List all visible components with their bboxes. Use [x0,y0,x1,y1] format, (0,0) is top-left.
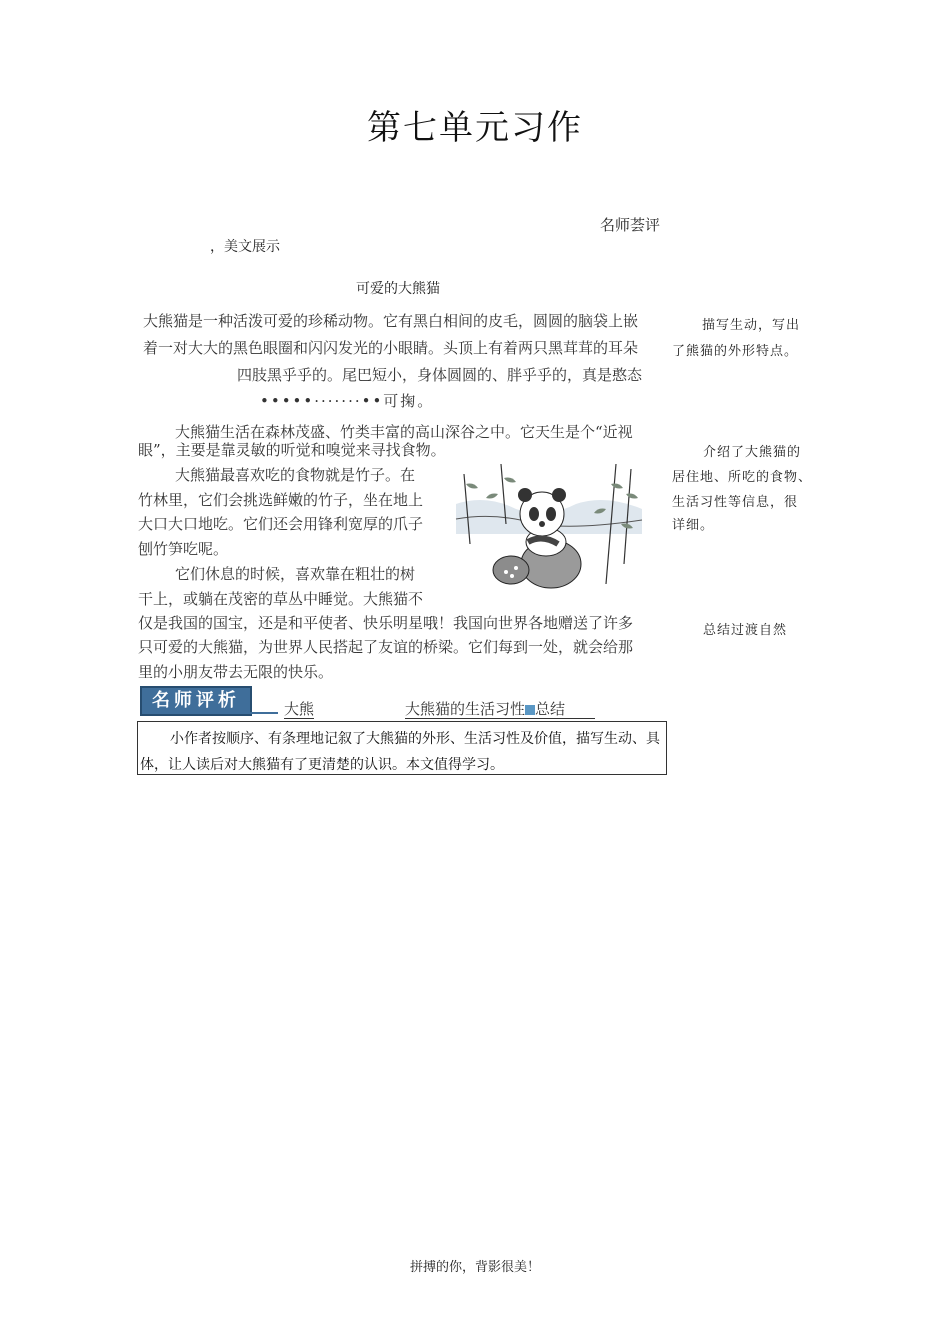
square-marker-icon [525,705,535,715]
side-note: 居住地、所吃的食物、 [672,470,813,485]
side-note: 介绍了大熊猫的 [703,445,802,460]
analysis-label [405,700,565,718]
badge-underline [248,712,278,714]
analysis-label-text: 大熊猫的生活习性 [405,700,526,718]
side-note: 描写生动，写出 [702,318,801,333]
analysis-label: 大熊 [284,700,315,718]
paragraph-line: 着一对大大的黑色眼圈和闪闪发光的小眼睛。头顶上有着两只黑茸茸的耳朵 [143,339,639,357]
analysis-label-text: 总结 [535,700,566,718]
side-note: 总结过渡自然 [703,623,788,638]
paragraph-line: 大口大口地吃。它们还会用锋利宽厚的爪子 [138,515,424,533]
paragraph-line: 大熊猫生活在森林茂盛、竹类丰富的高山深谷之中。它天生是个“近视 [175,423,633,441]
page-title: 第七单元习作 [367,108,583,148]
teacher-review-label: 名师荟评 [600,216,661,234]
paragraph-line: 大熊猫是一种活泼可爱的珍稀动物。它有黑白相间的皮毛，圆圆的脑袋上嵌 [143,312,639,330]
essay-display-label: ，美文展示 [210,239,280,255]
footer-text: 拼搏的你，背影很美！ [409,1260,540,1275]
paragraph-line: 四肢黑乎乎的。尾巴短小，身体圆圆的、胖乎乎的，真是憨态 [237,366,643,384]
paragraph-line: 大熊猫最喜欢吃的食物就是竹子。在 [175,466,416,484]
paragraph-line: 它们休息的时候，喜欢靠在粗壮的树 [175,565,416,583]
side-note: 详细。 [672,518,715,533]
paragraph-line: 仅是我国的国宝，还是和平使者、快乐明星哦！我国向世界各地赠送了许多 [138,614,634,632]
paragraph-line: 干上，或躺在茂密的草丛中睡觉。大熊猫不 [138,590,424,608]
paragraph-line: 眼”，主要是靠灵敏的听觉和嗅觉来寻找食物。 [138,441,446,459]
paragraph-line: 刨竹笋吃呢。 [138,540,229,558]
divider [405,718,595,719]
analysis-badge: 名师评析 [140,686,252,716]
essay-title: 可爱的大熊猫 [356,281,440,297]
side-note: 了熊猫的外形特点。 [672,344,799,359]
panda-illustration [456,464,642,594]
paragraph-line: 里的小朋友带去无限的快乐。 [138,663,334,681]
side-note: 生活习性等信息，很 [672,495,799,510]
paragraph-line: 只可爱的大熊猫，为世界人民搭起了友谊的桥梁。它们每到一处，就会给那 [138,638,634,656]
paragraph-line: •••••·······••可掬。 [260,392,435,410]
analysis-comment: 小作者按顺序、有条理地记叙了大熊猫的外形、生活习性及价值，描写生动、具体，让人读后对大熊猫有了更清楚的认识。本文值得学习。 [137,721,667,775]
paragraph-line: 竹林里，它们会挑选鲜嫩的竹子，坐在地上 [138,491,424,509]
